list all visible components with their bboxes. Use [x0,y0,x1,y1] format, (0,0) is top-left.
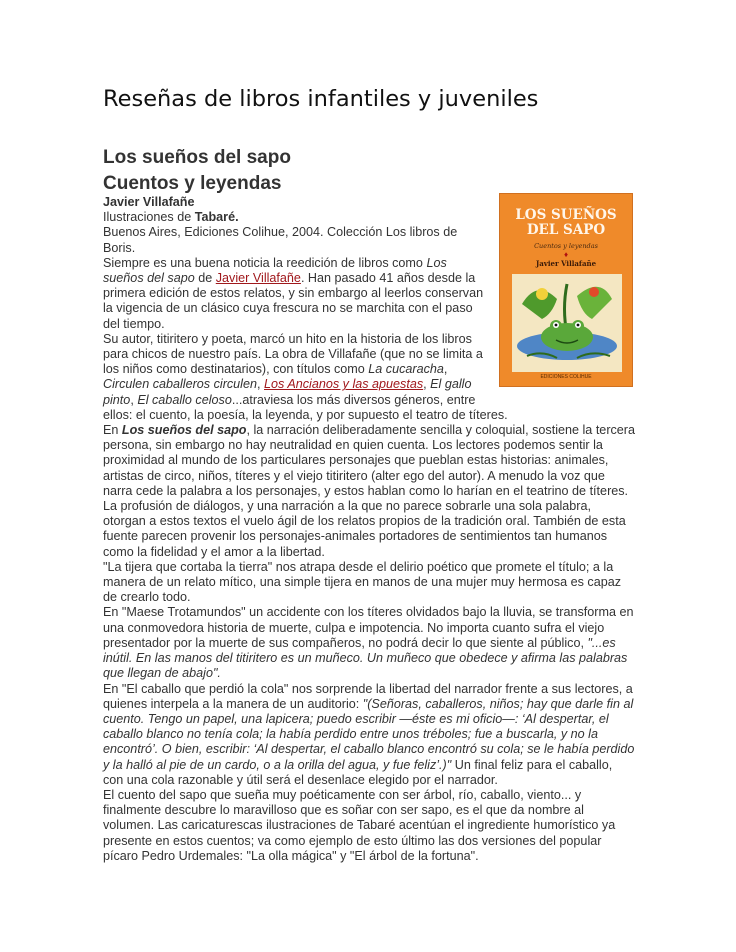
cover-author: Javier Villafañe [535,259,597,268]
cover-star-icon: ♦ [563,250,569,259]
author-link[interactable]: Javier Villafañe [215,271,301,286]
paragraph-tijera: "La tijera que cortaba la tierra" nos atrapa desde el delirio poético que promete el título; a la manera de un relato mítico, una simple tijera en manos de una mujer muy hermosa es capaz de crearlo todo. [103,559,622,605]
page-heading: Reseñas de libros infantiles y juveniles [103,86,539,112]
paragraph-sapo: El cuento del sapo que sueña muy poéticamente con ser árbol, río, caballo, viento... y finalmente descubre lo maravilloso que es soñar con ser sapo, es el que da nombre al volumen. Las caricaturescas ilustraciones de Tabaré acentúan el ingrediente humorístico ya presente en estos cuentos; va como ejemplo de esto último las dos versiones del popular pícaro Pedro Urdemales: "La olla mágica" y "El árbol de la fortuna". [103,787,616,863]
illustrator-line: Ilustraciones de Tabaré. [103,210,239,225]
cover-title: LOS SUEÑOS DEL SAPO [515,207,617,238]
paragraph-caballo: En "El caballo que perdió la cola" nos sorprende la libertad del narrador frente a sus lectores, a quienes interpela a la manera de un auditorio: "(Señoras, caballeros, niños; hay que darle fin al cuento. Tengo un papel, una lapicera; puedo escribir —éste es mi oficio—: ‘Al despertar, el caballo blanco no tenía cola; la había perdido entre unos tréboles; fue a buscarla, y no la encontró’. O bien, escribir: ‘Al despertar, el caballo blanco encontró su cola; se le había perdido y la halló al pie de un cardo, o a la orilla del agua, y fue feliz’.)" Un final feliz para el caballo, con una cola razonable y útil será el desenlace elegido por el narrador. [103,681,635,787]
book-title: Los sueños del sapo [103,147,291,168]
los-ancianos-link[interactable]: Los Ancianos y las apuestas [264,377,424,392]
review-body [103,195,635,864]
cover-publisher-logo: EDICIONES COLIHUE [540,374,592,380]
book-subtitle: Cuentos y leyendas [103,173,282,194]
publication-line: Buenos Aires, Ediciones Colihue, 2004. Colección Los libros de Boris. [103,225,458,255]
paragraph-intro: Siempre es una buena noticia la reedición de libros como Los sueños del sapo de Javier Villafañe. Han pasado 41 años desde la primera edición de estos relatos, y sin embargo al leerlos conservan la vigencia de un clásico cuya frescura no se marchita con el paso del tiempo. [103,255,484,331]
paragraph-narration: En Los sueños del sapo, la narración deliberadamente sencilla y coloquial, sostiene la tercera persona, sin embargo no hay neutralidad en quien cuenta. Los lectores podemos sentir la proximidad al mundo de los particulares personajes que pueblan estas historias: animales, artistas de circo, niños, títeres y el viejo titiritero (alter ego del autor). A menudo la voz que narra cede la palabra a los personajes, y estos hablan como lo harían en el teatrino de títeres. La profusión de diálogos, y una narración a la que no parece sobrarle una sola palabra, otorgan a estos textos el vuelo ágil de los relatos propios de la tradición oral. También de esta fuente parecen provenir los personajes-animales portadores de sentimientos tan humanos como la fidelidad y el amor a la libertad. [103,423,636,559]
author-line: Javier Villafañe [103,195,195,209]
paragraph-maese: En "Maese Trotamundos" un accidente con los títeres olvidados bajo la lluvia, se transforma en una conmovedora historia de muerte, culpa e impotencia. No importa cuanto sufra el viejo presentador por la muerte de sus compañeros, no podrá decir lo que siente al público, "...es inútil. En las manos del titiritero es un muñeco. Un muñeco que obedece y afirma las palabras que llegan de abajo". [103,605,634,681]
paragraph-author: Su autor, titiritero y poeta, marcó un hito en la historia de los libros para chicos de nuestro país. La obra de Villafañe (que no se limita a los niños como destinatarios), con títulos como La cucaracha, Circulen caballeros circulen, Los Ancianos y las apuestas, El gallo pinto, El caballo celoso...atraviesa los más diversos géneros, entre ellos: el cuento, la poesía, la leyenda, y por supuesto el teatro de títeres. [103,331,508,422]
cover-subtitle: Cuentos y leyendas [534,242,598,250]
